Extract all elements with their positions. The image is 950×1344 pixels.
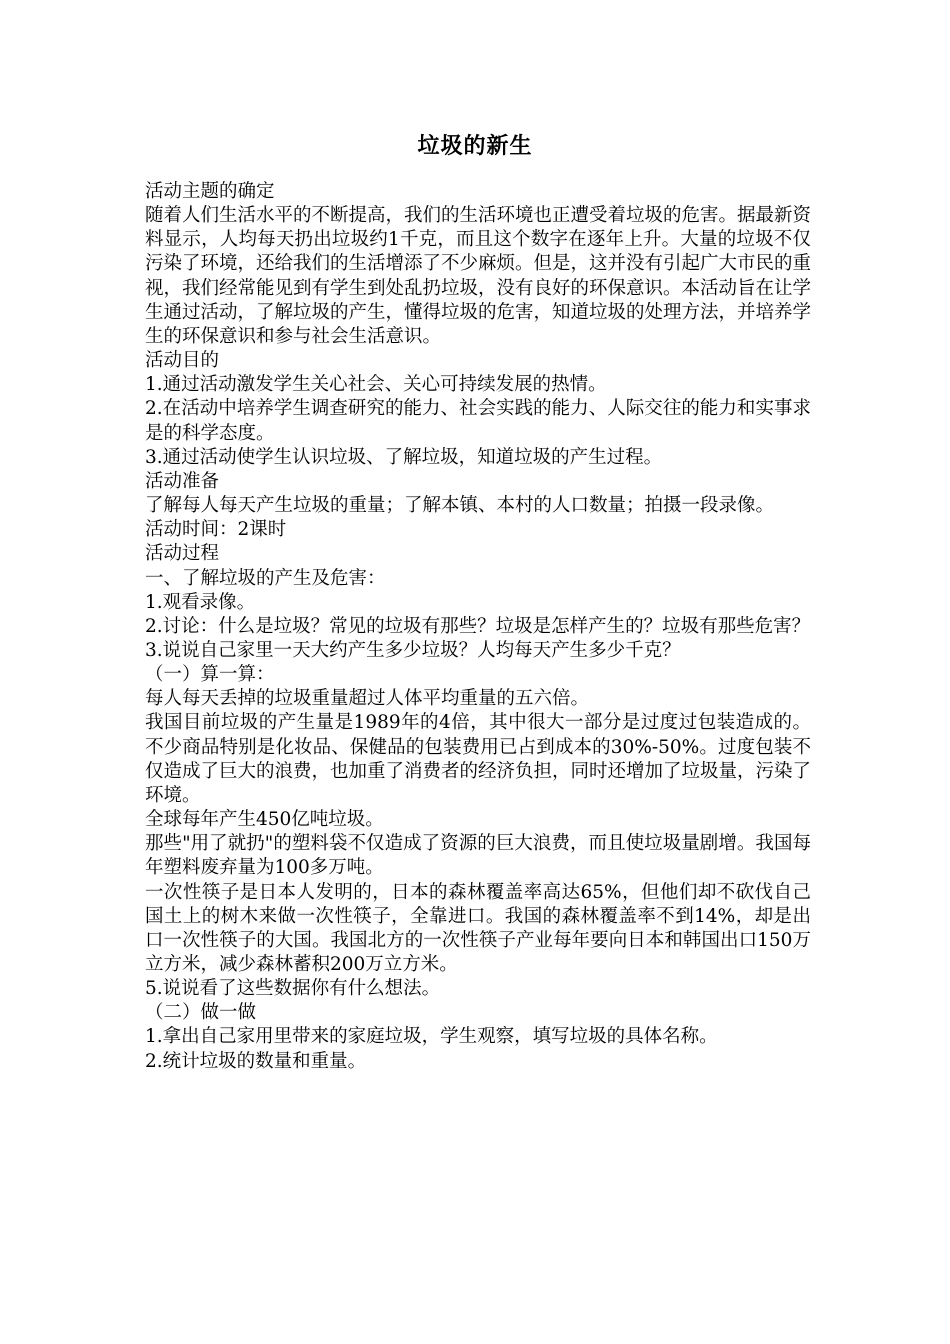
list-item: 2.在活动中培养学生调查研究的能力、社会实践的能力、人际交往的能力和实事求是的科学态度。 (145, 398, 811, 444)
list-item: 1.拿出自己家用里带来的家庭垃圾，学生观察，填写垃圾的具体名称。 (145, 1026, 718, 1048)
subsection-heading: （一）算一算： (145, 664, 275, 686)
section-heading: 活动过程 (145, 543, 220, 565)
body-paragraph: 我国目前垃圾的产生量是1989年的4倍，其中很大一部分是过度过包装造成的。不少商品特别是化妆品、保健品的包装费用已占到成本的30%-50%。过度包装不仅造成了巨大的浪费，也加重了消费者的经济负担，同时还增加了垃圾量，污染了环境。 (145, 712, 812, 806)
list-item: 3.说说自己家里一天大约产生多少垃圾？人均每天产生多少千克？ (145, 639, 681, 661)
list-item: 1.观看录像。 (145, 591, 256, 613)
body-paragraph: 一次性筷子是日本人发明的，日本的森林覆盖率高达65%，但他们却不砍伐自己国土上的树木来做一次性筷子，全靠进口。我国的森林覆盖率不到14%，却是出口一次性筷子的大国。我国北方的一次性筷子产业每年要向日本和韩国出口150万立方米，减少森林蓄积200万立方米。 (145, 881, 811, 975)
body-paragraph: 全球每年产生450亿吨垃圾。 (145, 809, 384, 831)
section-heading: 活动准备 (145, 470, 220, 492)
list-item: 2.统计垃圾的数量和重量。 (145, 1050, 367, 1072)
section-heading: 活动目的 (145, 350, 220, 372)
list-item: 1.通过活动激发学生关心社会、关心可持续发展的热情。 (145, 374, 607, 396)
subsection-heading: （二）做一做 (145, 1002, 257, 1024)
section-heading: 活动主题的确定 (145, 181, 275, 202)
body-paragraph: 活动时间：2课时 (145, 519, 287, 541)
body-paragraph: 那些"用了就扔"的塑料袋不仅造成了资源的巨大浪费，而且使垃圾量剧增。我国每年塑料废弃量为100多万吨。 (145, 833, 811, 879)
subsection-heading: 一、了解垃圾的产生及危害： (145, 567, 386, 589)
body-paragraph: 了解每人每天产生垃圾的重量；了解本镇、本村的人口数量；拍摄一段录像。 (145, 495, 775, 517)
body-paragraph: 每人每天丢掉的垃圾重量超过人体平均重量的五六倍。 (145, 688, 590, 710)
document-body (145, 180, 811, 1074)
body-paragraph: 随着人们生活水平的不断提高，我们的生活环境也正遭受着垃圾的危害。据最新资料显示，人均每天扔出垃圾约1千克，而且这个数字在逐年上升。大量的垃圾不仅污染了环境，还给我们的生活增添了不少麻烦。但是，这并没有引起广大市民的重视，我们经常能见到有学生到处乱扔垃圾，没有良好的环保意识。本活动旨在让学生通过活动，了解垃圾的产生，懂得垃圾的危害，知道垃圾的处理方法，并培养学生的环保意识和参与社会生活意识。 (145, 205, 812, 347)
list-item: 5.说说看了这些数据你有什么想法。 (145, 978, 441, 1000)
document-title: 垃圾的新生 (417, 134, 533, 159)
list-item: 3.通过活动使学生认识垃圾、了解垃圾，知道垃圾的产生过程。 (145, 446, 663, 468)
list-item: 2.讨论：什么是垃圾？常见的垃圾有那些？垃圾是怎样产生的？垃圾有那些危害？ (145, 615, 811, 637)
